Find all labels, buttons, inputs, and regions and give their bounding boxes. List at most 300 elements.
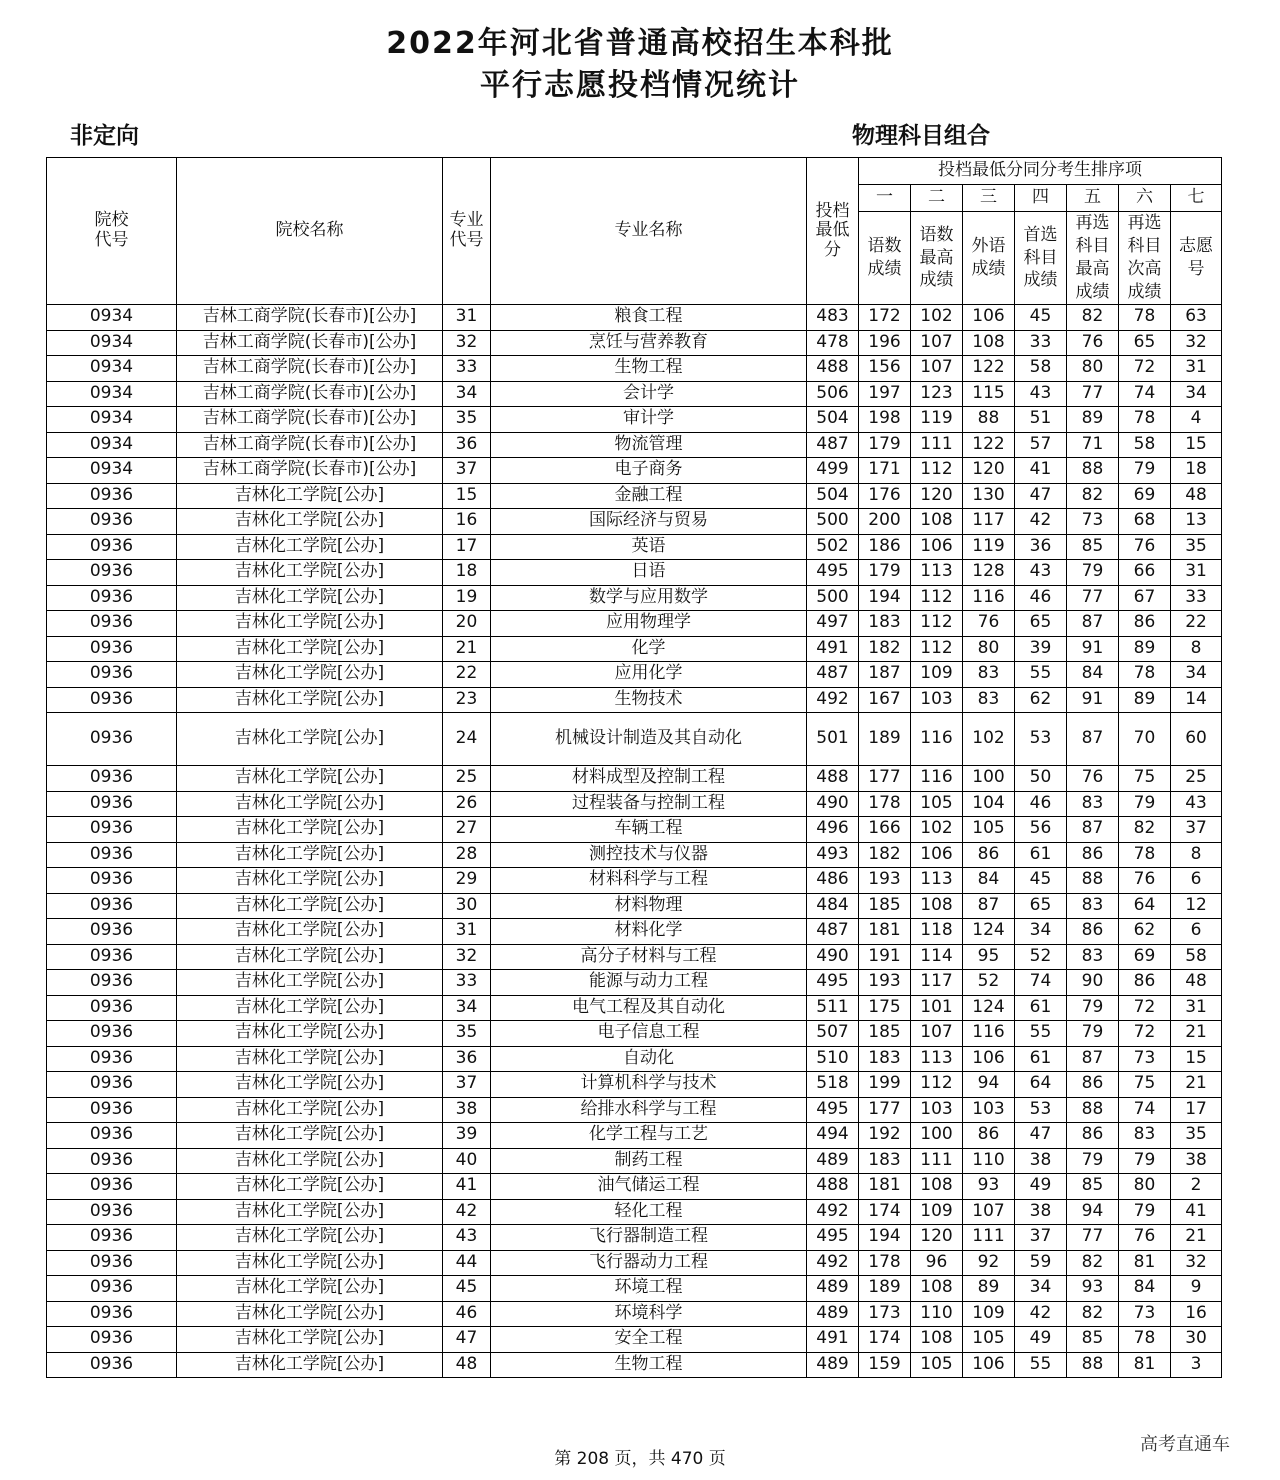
major-code-cell: 24 — [443, 713, 491, 766]
table-row — [47, 868, 1222, 894]
order-6-cell: 89 — [1119, 687, 1171, 713]
major-name-cell: 环境工程 — [491, 1276, 807, 1302]
major-name-cell: 高分子材料与工程 — [491, 944, 807, 970]
order-1-cell: 183 — [859, 1046, 911, 1072]
table-row — [47, 1021, 1222, 1047]
major-code-cell: 46 — [443, 1301, 491, 1327]
order-1-cell: 189 — [859, 1276, 911, 1302]
header-order-number: 七 — [1171, 185, 1222, 212]
document-title-line2: 平行志愿投档情况统计 — [480, 68, 800, 103]
table-row — [47, 970, 1222, 996]
order-2-cell: 102 — [911, 817, 963, 843]
school-code-cell: 0936 — [47, 791, 177, 817]
major-name-cell: 材料物理 — [491, 893, 807, 919]
order-6-cell: 72 — [1119, 995, 1171, 1021]
major-name-cell: 测控技术与仪器 — [491, 842, 807, 868]
school-name-cell: 吉林化工学院[公办] — [177, 611, 443, 637]
min-score-cell: 489 — [807, 1301, 859, 1327]
header-school-code: 院校代号 — [47, 158, 177, 305]
table-row — [47, 944, 1222, 970]
order-4-cell: 57 — [1015, 432, 1067, 458]
order-6-cell: 86 — [1119, 611, 1171, 637]
school-name-cell: 吉林化工学院[公办] — [177, 1352, 443, 1378]
major-name-cell: 材料科学与工程 — [491, 868, 807, 894]
order-3-cell: 124 — [963, 919, 1015, 945]
major-name-cell: 飞行器制造工程 — [491, 1225, 807, 1251]
order-7-cell: 58 — [1171, 944, 1222, 970]
school-code-cell: 0936 — [47, 662, 177, 688]
school-code-cell: 0934 — [47, 432, 177, 458]
min-score-cell: 495 — [807, 1097, 859, 1123]
school-name-cell: 吉林化工学院[公办] — [177, 534, 443, 560]
order-4-cell: 53 — [1015, 713, 1067, 766]
school-code-cell: 0936 — [47, 1072, 177, 1098]
school-code-cell: 0936 — [47, 1046, 177, 1072]
order-1-cell: 193 — [859, 868, 911, 894]
order-2-cell: 107 — [911, 1021, 963, 1047]
school-code-cell: 0936 — [47, 970, 177, 996]
order-6-cell: 69 — [1119, 483, 1171, 509]
major-name-cell: 制药工程 — [491, 1148, 807, 1174]
order-4-cell: 49 — [1015, 1327, 1067, 1353]
school-name-cell: 吉林工商学院(长春市)[公办] — [177, 432, 443, 458]
order-7-cell: 13 — [1171, 509, 1222, 535]
order-1-cell: 194 — [859, 585, 911, 611]
major-code-cell: 40 — [443, 1148, 491, 1174]
major-code-cell: 37 — [443, 1072, 491, 1098]
header-order-item: 再选科目最高成绩 — [1067, 212, 1119, 305]
min-score-cell: 496 — [807, 817, 859, 843]
order-6-cell: 65 — [1119, 330, 1171, 356]
order-3-cell: 120 — [963, 458, 1015, 484]
major-name-cell: 电气工程及其自动化 — [491, 995, 807, 1021]
major-code-cell: 42 — [443, 1199, 491, 1225]
order-4-cell: 46 — [1015, 791, 1067, 817]
order-7-cell: 8 — [1171, 842, 1222, 868]
major-name-cell: 英语 — [491, 534, 807, 560]
order-6-cell: 76 — [1119, 534, 1171, 560]
school-name-cell: 吉林化工学院[公办] — [177, 1301, 443, 1327]
min-score-cell: 491 — [807, 636, 859, 662]
major-name-cell: 金融工程 — [491, 483, 807, 509]
min-score-cell: 478 — [807, 330, 859, 356]
major-name-cell: 应用物理学 — [491, 611, 807, 637]
order-6-cell: 72 — [1119, 356, 1171, 382]
major-code-cell: 33 — [443, 970, 491, 996]
school-name-cell: 吉林工商学院(长春市)[公办] — [177, 407, 443, 433]
order-5-cell: 87 — [1067, 817, 1119, 843]
order-2-cell: 112 — [911, 585, 963, 611]
school-name-cell: 吉林化工学院[公办] — [177, 1021, 443, 1047]
school-code-cell: 0936 — [47, 636, 177, 662]
order-3-cell: 119 — [963, 534, 1015, 560]
school-code-cell: 0936 — [47, 868, 177, 894]
order-6-cell: 82 — [1119, 817, 1171, 843]
min-score-cell: 507 — [807, 1021, 859, 1047]
min-score-cell: 487 — [807, 432, 859, 458]
school-code-cell: 0936 — [47, 1250, 177, 1276]
order-4-cell: 55 — [1015, 1352, 1067, 1378]
order-7-cell: 31 — [1171, 560, 1222, 586]
order-7-cell: 9 — [1171, 1276, 1222, 1302]
school-name-cell: 吉林工商学院(长春市)[公办] — [177, 356, 443, 382]
order-3-cell: 116 — [963, 585, 1015, 611]
order-4-cell: 58 — [1015, 356, 1067, 382]
major-name-cell: 审计学 — [491, 407, 807, 433]
order-3-cell: 88 — [963, 407, 1015, 433]
major-code-cell: 39 — [443, 1123, 491, 1149]
min-score-cell: 484 — [807, 893, 859, 919]
order-6-cell: 83 — [1119, 1123, 1171, 1149]
order-3-cell: 83 — [963, 662, 1015, 688]
order-6-cell: 78 — [1119, 1327, 1171, 1353]
order-4-cell: 34 — [1015, 1276, 1067, 1302]
school-code-cell: 0934 — [47, 381, 177, 407]
school-code-cell: 0936 — [47, 1225, 177, 1251]
order-7-cell: 63 — [1171, 305, 1222, 331]
school-code-cell: 0936 — [47, 713, 177, 766]
order-5-cell: 86 — [1067, 1123, 1119, 1149]
school-code-cell: 0936 — [47, 1174, 177, 1200]
major-name-cell: 会计学 — [491, 381, 807, 407]
major-name-cell: 车辆工程 — [491, 817, 807, 843]
order-1-cell: 186 — [859, 534, 911, 560]
table-row — [47, 305, 1222, 331]
order-3-cell: 83 — [963, 687, 1015, 713]
order-4-cell: 43 — [1015, 560, 1067, 586]
table-row — [47, 356, 1222, 382]
order-5-cell: 84 — [1067, 662, 1119, 688]
min-score-cell: 504 — [807, 407, 859, 433]
major-code-cell: 35 — [443, 1021, 491, 1047]
order-3-cell: 89 — [963, 1276, 1015, 1302]
order-3-cell: 124 — [963, 995, 1015, 1021]
order-6-cell: 89 — [1119, 636, 1171, 662]
school-code-cell: 0936 — [47, 842, 177, 868]
table-row — [47, 483, 1222, 509]
order-7-cell: 21 — [1171, 1072, 1222, 1098]
table-row — [47, 817, 1222, 843]
order-7-cell: 8 — [1171, 636, 1222, 662]
min-score-cell: 502 — [807, 534, 859, 560]
school-code-cell: 0936 — [47, 611, 177, 637]
order-1-cell: 172 — [859, 305, 911, 331]
order-6-cell: 78 — [1119, 407, 1171, 433]
min-score-cell: 501 — [807, 713, 859, 766]
order-5-cell: 83 — [1067, 893, 1119, 919]
order-7-cell: 18 — [1171, 458, 1222, 484]
table-row — [47, 1123, 1222, 1149]
order-3-cell: 100 — [963, 766, 1015, 792]
order-2-cell: 112 — [911, 458, 963, 484]
major-code-cell: 19 — [443, 585, 491, 611]
order-6-cell: 76 — [1119, 1225, 1171, 1251]
table-row — [47, 1327, 1222, 1353]
school-name-cell: 吉林化工学院[公办] — [177, 1123, 443, 1149]
order-1-cell: 174 — [859, 1327, 911, 1353]
order-2-cell: 108 — [911, 1174, 963, 1200]
major-name-cell: 电子商务 — [491, 458, 807, 484]
major-code-cell: 43 — [443, 1225, 491, 1251]
order-2-cell: 102 — [911, 305, 963, 331]
school-code-cell: 0936 — [47, 893, 177, 919]
order-2-cell: 120 — [911, 1225, 963, 1251]
order-2-cell: 108 — [911, 1276, 963, 1302]
school-code-cell: 0936 — [47, 1097, 177, 1123]
major-code-cell: 47 — [443, 1327, 491, 1353]
order-5-cell: 86 — [1067, 919, 1119, 945]
order-3-cell: 106 — [963, 1046, 1015, 1072]
order-5-cell: 91 — [1067, 636, 1119, 662]
major-code-cell: 32 — [443, 944, 491, 970]
major-code-cell: 29 — [443, 868, 491, 894]
order-2-cell: 111 — [911, 1148, 963, 1174]
order-1-cell: 173 — [859, 1301, 911, 1327]
table-row — [47, 458, 1222, 484]
order-3-cell: 109 — [963, 1301, 1015, 1327]
major-name-cell: 生物技术 — [491, 687, 807, 713]
order-2-cell: 105 — [911, 1352, 963, 1378]
order-3-cell: 106 — [963, 1352, 1015, 1378]
order-4-cell: 47 — [1015, 1123, 1067, 1149]
order-4-cell: 38 — [1015, 1148, 1067, 1174]
major-code-cell: 48 — [443, 1352, 491, 1378]
order-1-cell: 196 — [859, 330, 911, 356]
order-5-cell: 87 — [1067, 1046, 1119, 1072]
school-code-cell: 0936 — [47, 995, 177, 1021]
order-2-cell: 108 — [911, 1327, 963, 1353]
order-1-cell: 178 — [859, 791, 911, 817]
order-4-cell: 61 — [1015, 842, 1067, 868]
admission-table — [46, 157, 1222, 1378]
table-row — [47, 509, 1222, 535]
table-row — [47, 791, 1222, 817]
major-code-cell: 27 — [443, 817, 491, 843]
table-row — [47, 1199, 1222, 1225]
min-score-cell: 488 — [807, 356, 859, 382]
order-4-cell: 34 — [1015, 919, 1067, 945]
order-4-cell: 55 — [1015, 662, 1067, 688]
major-name-cell: 化学工程与工艺 — [491, 1123, 807, 1149]
order-7-cell: 14 — [1171, 687, 1222, 713]
order-3-cell: 93 — [963, 1174, 1015, 1200]
order-5-cell: 83 — [1067, 791, 1119, 817]
order-7-cell: 33 — [1171, 585, 1222, 611]
order-7-cell: 48 — [1171, 483, 1222, 509]
order-6-cell: 78 — [1119, 305, 1171, 331]
school-name-cell: 吉林化工学院[公办] — [177, 1097, 443, 1123]
order-5-cell: 94 — [1067, 1199, 1119, 1225]
order-3-cell: 102 — [963, 713, 1015, 766]
order-1-cell: 183 — [859, 1148, 911, 1174]
order-1-cell: 183 — [859, 611, 911, 637]
major-code-cell: 33 — [443, 356, 491, 382]
order-3-cell: 117 — [963, 509, 1015, 535]
order-4-cell: 61 — [1015, 995, 1067, 1021]
school-name-cell: 吉林化工学院[公办] — [177, 636, 443, 662]
min-score-cell: 495 — [807, 1225, 859, 1251]
order-1-cell: 179 — [859, 560, 911, 586]
min-score-cell: 495 — [807, 560, 859, 586]
major-name-cell: 烹饪与营养教育 — [491, 330, 807, 356]
major-name-cell: 轻化工程 — [491, 1199, 807, 1225]
school-name-cell: 吉林化工学院[公办] — [177, 560, 443, 586]
table-row — [47, 560, 1222, 586]
min-score-cell: 500 — [807, 509, 859, 535]
header-order-number: 三 — [963, 185, 1015, 212]
table-row — [47, 330, 1222, 356]
order-2-cell: 111 — [911, 432, 963, 458]
school-name-cell: 吉林化工学院[公办] — [177, 817, 443, 843]
order-6-cell: 68 — [1119, 509, 1171, 535]
order-4-cell: 46 — [1015, 585, 1067, 611]
order-1-cell: 177 — [859, 766, 911, 792]
order-5-cell: 79 — [1067, 560, 1119, 586]
order-6-cell: 66 — [1119, 560, 1171, 586]
order-1-cell: 187 — [859, 662, 911, 688]
order-4-cell: 55 — [1015, 1021, 1067, 1047]
order-5-cell: 77 — [1067, 381, 1119, 407]
table-row — [47, 585, 1222, 611]
order-1-cell: 200 — [859, 509, 911, 535]
order-4-cell: 53 — [1015, 1097, 1067, 1123]
order-7-cell: 48 — [1171, 970, 1222, 996]
school-name-cell: 吉林化工学院[公办] — [177, 713, 443, 766]
major-name-cell: 生物工程 — [491, 356, 807, 382]
order-2-cell: 117 — [911, 970, 963, 996]
min-score-cell: 490 — [807, 791, 859, 817]
table-row — [47, 381, 1222, 407]
order-6-cell: 81 — [1119, 1250, 1171, 1276]
table-row — [47, 1174, 1222, 1200]
school-code-cell: 0936 — [47, 1148, 177, 1174]
min-score-cell: 511 — [807, 995, 859, 1021]
order-2-cell: 108 — [911, 893, 963, 919]
min-score-cell: 499 — [807, 458, 859, 484]
order-4-cell: 42 — [1015, 509, 1067, 535]
order-7-cell: 43 — [1171, 791, 1222, 817]
order-7-cell: 37 — [1171, 817, 1222, 843]
order-5-cell: 88 — [1067, 868, 1119, 894]
school-name-cell: 吉林化工学院[公办] — [177, 791, 443, 817]
min-score-cell: 491 — [807, 1327, 859, 1353]
order-1-cell: 166 — [859, 817, 911, 843]
order-1-cell: 176 — [859, 483, 911, 509]
school-name-cell: 吉林化工学院[公办] — [177, 766, 443, 792]
left-subtitle: 非定向 — [70, 123, 139, 149]
school-code-cell: 0936 — [47, 1123, 177, 1149]
major-code-cell: 22 — [443, 662, 491, 688]
order-5-cell: 79 — [1067, 1021, 1119, 1047]
major-name-cell: 环境科学 — [491, 1301, 807, 1327]
table-row — [47, 407, 1222, 433]
order-2-cell: 116 — [911, 713, 963, 766]
order-2-cell: 113 — [911, 560, 963, 586]
order-5-cell: 88 — [1067, 1352, 1119, 1378]
order-7-cell: 3 — [1171, 1352, 1222, 1378]
order-7-cell: 25 — [1171, 766, 1222, 792]
major-code-cell: 15 — [443, 483, 491, 509]
order-7-cell: 38 — [1171, 1148, 1222, 1174]
order-6-cell: 80 — [1119, 1174, 1171, 1200]
order-7-cell: 35 — [1171, 534, 1222, 560]
order-7-cell: 34 — [1171, 381, 1222, 407]
order-5-cell: 89 — [1067, 407, 1119, 433]
header-order-item: 语数最高成绩 — [911, 212, 963, 305]
order-2-cell: 114 — [911, 944, 963, 970]
header-order-item: 外语成绩 — [963, 212, 1015, 305]
order-1-cell: 171 — [859, 458, 911, 484]
major-name-cell: 电子信息工程 — [491, 1021, 807, 1047]
min-score-cell: 487 — [807, 919, 859, 945]
order-6-cell: 73 — [1119, 1046, 1171, 1072]
major-code-cell: 31 — [443, 919, 491, 945]
table-row — [47, 1225, 1222, 1251]
order-4-cell: 65 — [1015, 893, 1067, 919]
order-7-cell: 21 — [1171, 1225, 1222, 1251]
order-4-cell: 49 — [1015, 1174, 1067, 1200]
order-5-cell: 77 — [1067, 1225, 1119, 1251]
major-name-cell: 材料化学 — [491, 919, 807, 945]
major-name-cell: 给排水科学与工程 — [491, 1097, 807, 1123]
order-2-cell: 110 — [911, 1301, 963, 1327]
school-name-cell: 吉林化工学院[公办] — [177, 1148, 443, 1174]
major-code-cell: 44 — [443, 1250, 491, 1276]
school-code-cell: 0936 — [47, 1301, 177, 1327]
order-7-cell: 4 — [1171, 407, 1222, 433]
major-code-cell: 18 — [443, 560, 491, 586]
school-name-cell: 吉林化工学院[公办] — [177, 1174, 443, 1200]
order-1-cell: 199 — [859, 1072, 911, 1098]
school-name-cell: 吉林化工学院[公办] — [177, 1199, 443, 1225]
order-1-cell: 167 — [859, 687, 911, 713]
major-name-cell: 应用化学 — [491, 662, 807, 688]
order-7-cell: 21 — [1171, 1021, 1222, 1047]
order-7-cell: 15 — [1171, 1046, 1222, 1072]
order-3-cell: 111 — [963, 1225, 1015, 1251]
major-code-cell: 38 — [443, 1097, 491, 1123]
order-7-cell: 2 — [1171, 1174, 1222, 1200]
order-4-cell: 37 — [1015, 1225, 1067, 1251]
school-name-cell: 吉林化工学院[公办] — [177, 585, 443, 611]
major-name-cell: 化学 — [491, 636, 807, 662]
table-row — [47, 766, 1222, 792]
school-code-cell: 0936 — [47, 919, 177, 945]
order-4-cell: 61 — [1015, 1046, 1067, 1072]
major-name-cell: 日语 — [491, 560, 807, 586]
major-code-cell: 26 — [443, 791, 491, 817]
order-1-cell: 175 — [859, 995, 911, 1021]
order-6-cell: 75 — [1119, 1072, 1171, 1098]
order-5-cell: 73 — [1067, 509, 1119, 535]
min-score-cell: 489 — [807, 1276, 859, 1302]
major-name-cell: 安全工程 — [491, 1327, 807, 1353]
order-6-cell: 73 — [1119, 1301, 1171, 1327]
min-score-cell: 488 — [807, 1174, 859, 1200]
order-2-cell: 107 — [911, 356, 963, 382]
table-row — [47, 842, 1222, 868]
major-name-cell: 自动化 — [491, 1046, 807, 1072]
min-score-cell: 487 — [807, 662, 859, 688]
header-order-number: 一 — [859, 185, 911, 212]
header-school-name: 院校名称 — [177, 158, 443, 305]
order-5-cell: 85 — [1067, 1327, 1119, 1353]
school-code-cell: 0934 — [47, 356, 177, 382]
school-name-cell: 吉林化工学院[公办] — [177, 868, 443, 894]
table-row — [47, 919, 1222, 945]
right-subtitle: 物理科目组合 — [852, 123, 990, 149]
order-6-cell: 67 — [1119, 585, 1171, 611]
